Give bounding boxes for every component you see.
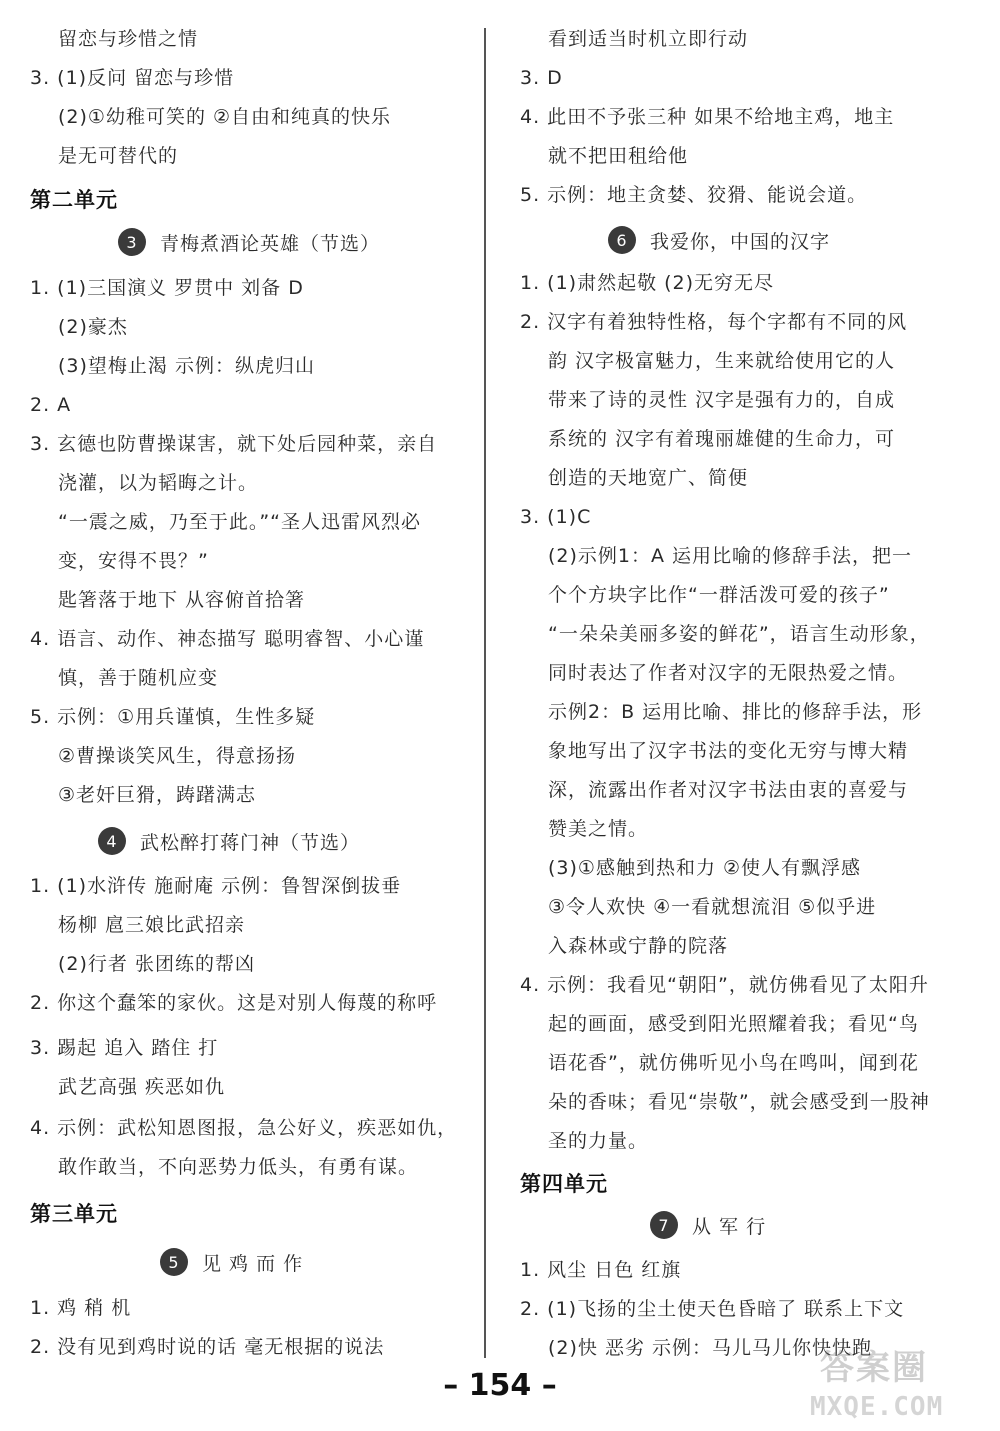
answer-line: 5. 示例：①用兵谨慎，生性多疑 [30,706,316,728]
answer-line: 4. 示例：武松知恩图报，急公好义，疾恶如仇， [30,1117,458,1139]
answer-line: 就不把田租给他 [548,145,689,167]
answer-line: 深，流露出作者对汉字书法由衷的喜爱与 [548,779,909,801]
answer-line: (3)①感触到热和力 ②使人有飘浮感 [548,857,862,879]
answer-line: (2)行者 张团练的帮凶 [58,953,255,975]
answer-line: 韵 汉字极富魅力，生来就给使用它的人 [548,350,896,372]
answer-line: 示例2：B 运用比喻、排比的修辞手法，形 [548,701,923,723]
answer-line: “一震之威，乃至于此。”“圣人迅雷风烈必 [58,511,422,533]
unit-heading-2: 第二单元 [30,188,118,212]
answer-line: 杨柳 扈三娘比武招亲 [58,914,246,936]
lesson-number-badge: 6 [608,226,636,254]
answer-line: 匙箸落于地下 从容俯首拾箸 [58,589,306,611]
unit-heading-4: 第四单元 [520,1172,608,1196]
lesson-heading-6 [608,225,830,255]
answer-line: 2. (1)飞扬的尘土使天色昏暗了 联系上下文 [520,1298,905,1320]
answer-line: ③老奸巨猾，踌躇满志 [58,784,257,806]
answer-line: 带来了诗的灵性 汉字是强有力的，自成 [548,389,896,411]
answer-line: 3. D [520,67,563,89]
answer-line: 4. 语言、动作、神态描写 聪明睿智、小心谨 [30,628,425,650]
lesson-number-badge: 4 [98,827,126,855]
lesson-heading-7 [650,1210,766,1240]
answer-line: 5. 示例：地主贪婪、狡猾、能说会道。 [520,184,868,206]
lesson-heading-4 [98,826,360,856]
answer-line: (2)豪杰 [58,316,128,338]
answer-line: 语花香”，就仿佛听见小鸟在鸣叫，闻到花 [548,1052,919,1074]
answer-line: 慎，善于随机应变 [58,667,219,689]
answer-line: 同时表达了作者对汉字的无限热爱之情。 [548,662,909,684]
answer-line: 个个方块字比作“一群活泼可爱的孩子” [548,584,890,606]
answer-line: 2. 你这个蠢笨的家伙。这是对别人侮蔑的称呼 [30,992,438,1014]
answer-line: 1. 鸡 稍 机 [30,1297,132,1319]
column-divider [484,28,486,1358]
answer-line: 1. 风尘 日色 红旗 [520,1259,682,1281]
answer-line: ②曹操谈笑风生，得意扬扬 [58,745,297,767]
answer-line: 3. (1)反问 留恋与珍惜 [30,67,235,89]
answer-line: (2)快 恶劣 示例：马儿马儿你快快跑 [548,1337,872,1359]
answer-line: 是无可替代的 [58,145,179,167]
answer-line: 圣的力量。 [548,1130,649,1152]
lesson-title: 从 军 行 [692,1215,767,1238]
answer-line: 赞美之情。 [548,818,649,840]
lesson-number-badge: 3 [118,228,146,256]
answer-line: 3. 踢起 追入 踏住 打 [30,1037,219,1059]
lesson-title: 青梅煮酒论英雄（节选） [160,232,381,255]
watermark-logo [810,1340,990,1425]
answer-line: 创造的天地宽广、简便 [548,467,749,489]
answer-line: 浇灌，以为韬晦之计。 [58,472,259,494]
answer-line: “一朵朵美丽多姿的鲜花”，语言生动形象， [548,623,930,645]
lesson-heading-5 [160,1247,303,1277]
answer-line: 入森林或宁静的院落 [548,935,729,957]
answer-line: 3. 玄德也防曹操谋害，就下处后园种菜，亲自 [30,433,438,455]
answer-line: 1. (1)三国演义 罗贯中 刘备 D [30,277,304,299]
answer-line: ③令人欢快 ④一看就想流泪 ⑤似乎进 [548,896,877,918]
page-number: – 154 – [443,1368,557,1403]
answer-line: 起的画面，感受到阳光照耀着我；看见“鸟 [548,1013,919,1035]
answer-line: 2. 汉字有着独特性格，每个字都有不同的风 [520,311,908,333]
answer-line: 2. 没有见到鸡时说的话 毫无根据的说法 [30,1336,385,1358]
lesson-heading-3 [118,227,380,257]
answer-line: 4. 此田不予张三种 如果不给地主鸡，地主 [520,106,895,128]
answer-line: 变，安得不畏？” [58,550,209,572]
answer-line: (3)望梅止渴 示例：纵虎归山 [58,355,315,377]
answer-line: 4. 示例：我看见“朝阳”，就仿佛看见了太阳升 [520,974,929,996]
lesson-title: 我爱你，中国的汉字 [650,230,831,253]
watermark-top-text: 答案圈 [820,1348,928,1388]
lesson-number-badge: 5 [160,1248,188,1276]
answer-line: 1. (1)水浒传 施耐庵 示例：鲁智深倒拔垂 [30,875,402,897]
answer-line: 看到适当时机立即行动 [548,28,749,50]
answer-line: 象地写出了汉字书法的变化无穷与博大精 [548,740,909,762]
answer-line: 敢作敢当，不向恶势力低头，有勇有谋。 [58,1156,419,1178]
answer-line: 武艺高强 疾恶如仇 [58,1076,226,1098]
answer-line: 留恋与珍惜之情 [58,28,199,50]
answer-line: 2. A [30,394,72,416]
answer-line: 1. (1)肃然起敬 (2)无穷无尽 [520,272,775,294]
lesson-title: 武松醉打蒋门神（节选） [140,831,361,854]
answer-line: (2)示例1：A 运用比喻的修辞手法，把一 [548,545,913,567]
answer-line: 系统的 汉字有着瑰丽雄健的生命力，可 [548,428,896,450]
lesson-title: 见 鸡 而 作 [202,1252,304,1275]
lesson-number-badge: 7 [650,1211,678,1239]
answer-line: 3. (1)C [520,506,592,528]
watermark-bottom-text: MXQE.COM [810,1392,944,1422]
answer-line: 朵的香味；看见“崇敬”，就会感受到一股神 [548,1091,930,1113]
answer-line: (2)①幼稚可笑的 ②自由和纯真的快乐 [58,106,392,128]
unit-heading-3: 第三单元 [30,1202,118,1226]
